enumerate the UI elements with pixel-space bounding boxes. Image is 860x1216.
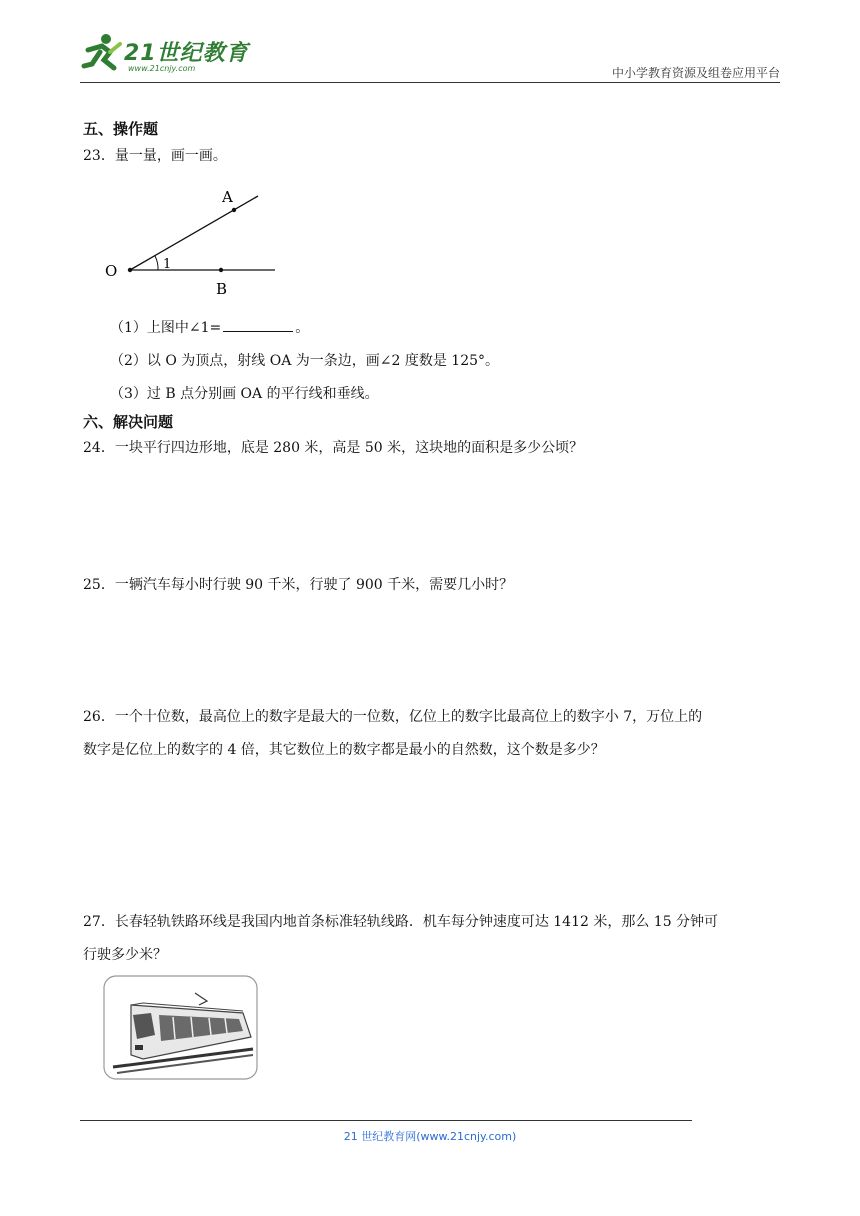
header-tagline: 中小学教育资源及组卷应用平台 — [611, 66, 780, 80]
site-logo[interactable] — [80, 30, 250, 76]
logo-url: www.21cnjy.com — [128, 64, 196, 73]
section-title-operation: 五、操作题 — [83, 120, 159, 138]
point-b — [219, 268, 223, 272]
angle-figure — [100, 180, 290, 300]
page-header — [80, 26, 780, 83]
question-27-line1: 27．长春轻轨铁路环线是我国内地首条标准轻轨线路．机车每分钟速度可达 1412 米，那么 15 分钟可 — [83, 914, 719, 930]
point-a — [232, 208, 236, 212]
footer-text[interactable]: 21 世纪教育网(www.21cnjy.com) — [343, 1130, 517, 1143]
angle-arc — [155, 256, 158, 270]
train-image — [103, 975, 258, 1080]
sub1-text: （1）上图中∠1= — [110, 320, 222, 336]
sub1-suffix: 。 — [295, 320, 310, 336]
ray-oa — [130, 196, 258, 270]
question-27-line2: 行驶多少米？ — [83, 947, 167, 963]
question-25: 25．一辆汽车每小时行驶 90 千米，行驶了 900 千米，需要几小时？ — [83, 577, 514, 593]
question-23-stem: 23．量一量，画一画。 — [83, 148, 227, 164]
label-o: O — [105, 262, 118, 280]
footer-rule — [80, 1120, 692, 1121]
question-23-sub1 — [110, 317, 309, 337]
runner-icon — [80, 30, 124, 74]
label-a: A — [222, 188, 233, 206]
label-b: B — [216, 280, 228, 298]
logo-text: 21世纪教育 — [124, 41, 249, 66]
answer-blank[interactable] — [223, 317, 293, 332]
point-o — [128, 268, 132, 272]
question-26-line2: 数字是亿位上的数字的 4 倍，其它数位上的数字都是最小的自然数，这个数是多少？ — [83, 742, 605, 758]
question-23-sub3: （3）过 B 点分别画 OA 的平行线和垂线。 — [110, 386, 379, 402]
section-title-problems: 六、解决问题 — [83, 413, 174, 431]
question-23-sub2: （2）以 O 为顶点，射线 OA 为一条边，画∠2 度数是 125°。 — [110, 353, 500, 369]
question-26-line1: 26．一个十位数，最高位上的数字是最大的一位数，亿位上的数字比最高位上的数字小 7，万位上的 — [83, 709, 703, 725]
label-angle-1: 1 — [163, 257, 172, 272]
question-24: 24．一块平行四边形地，底是 280 米，高是 50 米，这块地的面积是多少公顷？ — [83, 440, 584, 456]
